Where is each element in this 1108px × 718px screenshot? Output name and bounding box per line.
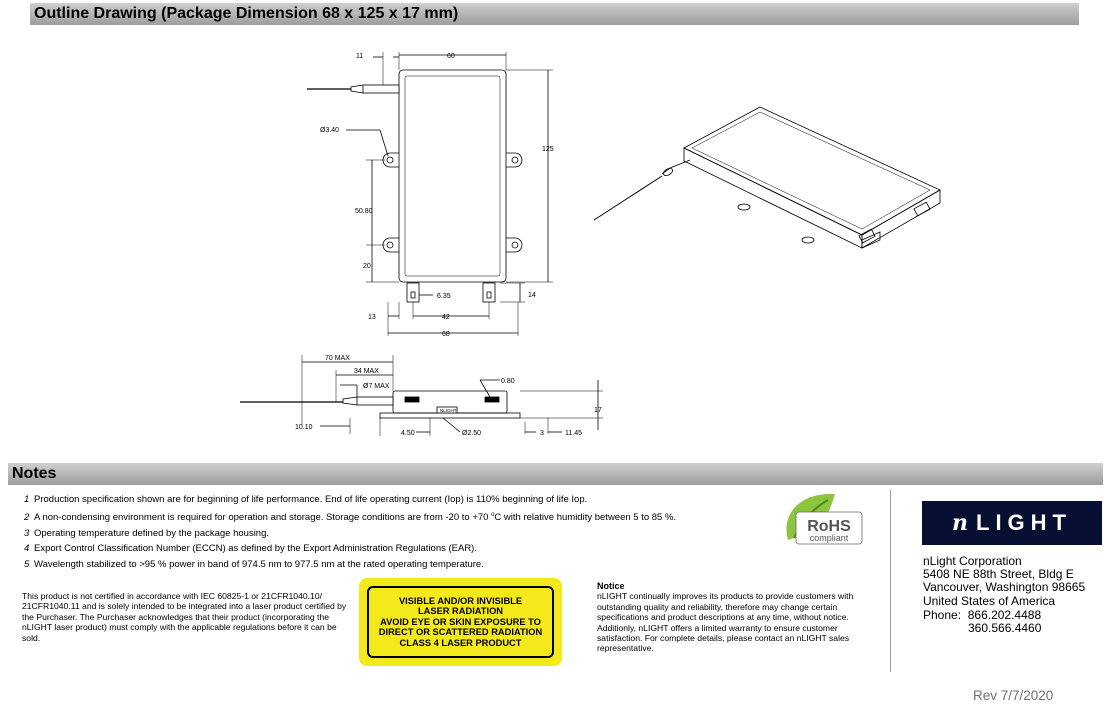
dim-70max: 70 MAX (325, 355, 350, 362)
nlight-logo: n LIGHT (922, 501, 1102, 545)
dim-125: 125 (542, 146, 554, 153)
note-item: 2 A non-condensing environment is required for operation and storage. Storage conditions are from -20 to +70 $^o$C with relative humidity between 5 to 85 %. (24, 511, 677, 523)
dim-13: 13 (368, 314, 376, 321)
note-item: 3 Operating temperature defined by the package housing. (24, 527, 270, 539)
dim-phi7max: Ø7 MAX (363, 383, 390, 390)
dim-34max: 34 MAX (354, 368, 379, 375)
dim-60: 60 (447, 53, 455, 60)
rohs-compliant-logo (780, 490, 870, 550)
divider (890, 490, 891, 672)
dim-11: 11 (356, 53, 364, 60)
dim-1010: 10.10 (295, 424, 313, 431)
revision-date: Rev 7/7/2020 (973, 688, 1054, 703)
dim-20: 20 (363, 263, 371, 270)
dim-3: 3 (540, 430, 544, 437)
phone-2: 360.566.4460 (968, 621, 1042, 636)
package-label: NLIGHT (440, 408, 457, 413)
notes-header (8, 463, 1103, 485)
note-item: 1 Production specification shown are for beginning of life performance. End of life operating current (Iop) is 110% beginning of life Iop. (24, 494, 588, 505)
dim-080: 0.80 (501, 378, 515, 385)
company-street: 5408 NE 88th Street, Bldg E (923, 567, 1074, 582)
company-country: United States of America (923, 593, 1056, 608)
phone-1: 866.202.4488 (967, 607, 1042, 622)
certification-disclaimer: This product is not certified in accordance with IEC 60825-1 or 21CFR1040.10/ 21CFR1040.11 and is solely intended to be integrated into a laser product certified by the Purchaser. The Purchaser acknowledges that their product (incorporating the nLIGHT laser product) must comply with the applicable regulations before it can be sold. (22, 591, 347, 643)
dim-phi-340: Ø3.40 (320, 127, 340, 134)
company-name: nLight Corporation (923, 554, 1022, 568)
isometric-view (594, 107, 940, 248)
top-view (307, 52, 553, 336)
warning-line: AVOID EYE OR SKIN EXPOSURE TO (380, 616, 541, 627)
notice-block (597, 581, 877, 654)
laser-warning-label (359, 578, 562, 666)
dim-17: 17 (594, 407, 602, 414)
company-city: Vancouver, Washington 98665 (923, 580, 1086, 595)
dim-635: 6.35 (437, 293, 451, 300)
notice-body: nLIGHT continually improves its products to provide customers with outstanding quality and reliability, therefore may change certain specifications and product descriptions at any time, without notice. Additionly, nLIGHT offers a limited warranty to ensure customer satisfaction. For complete details, please contact an nLIGHT sales representative. (597, 591, 854, 654)
dim-14: 14 (528, 292, 536, 299)
svg-text:compliant: compliant (809, 533, 849, 543)
note-item: 4 Export Control Classification Number (ECCN) as defined by the Export Administration Regulations (EAR). (24, 543, 477, 555)
dim-450: 4.50 (401, 430, 415, 437)
dim-68: 68 (442, 331, 450, 338)
dim-1145: 11.45 (565, 430, 582, 437)
phone-label: Phone: (923, 607, 962, 622)
notes-list (24, 492, 784, 573)
warning-line: CLASS 4 LASER PRODUCT (399, 637, 522, 648)
warning-line: DIRECT OR SCATTERED RADIATION (378, 627, 543, 638)
warning-line: VISIBLE AND/OR INVISIBLE (398, 595, 523, 606)
company-address (923, 555, 1093, 635)
svg-text:RoHS: RoHS (807, 518, 851, 535)
warning-line: LASER RADIATION (417, 606, 504, 617)
notice-title: Notice (597, 581, 625, 591)
dim-42: 42 (442, 314, 450, 321)
notes-title: Notes (12, 465, 57, 482)
outline-title: Outline Drawing (Package Dimension 68 x 125 x 17 mm) (34, 5, 459, 22)
dim-5080: 50.80 (355, 208, 373, 215)
dim-phi250: Ø2.50 (462, 430, 482, 437)
note-item: 5 Wavelength stabilized to >95 % power in band of 974.5 nm to 977.5 nm at the rated operating temperature. (24, 558, 484, 570)
